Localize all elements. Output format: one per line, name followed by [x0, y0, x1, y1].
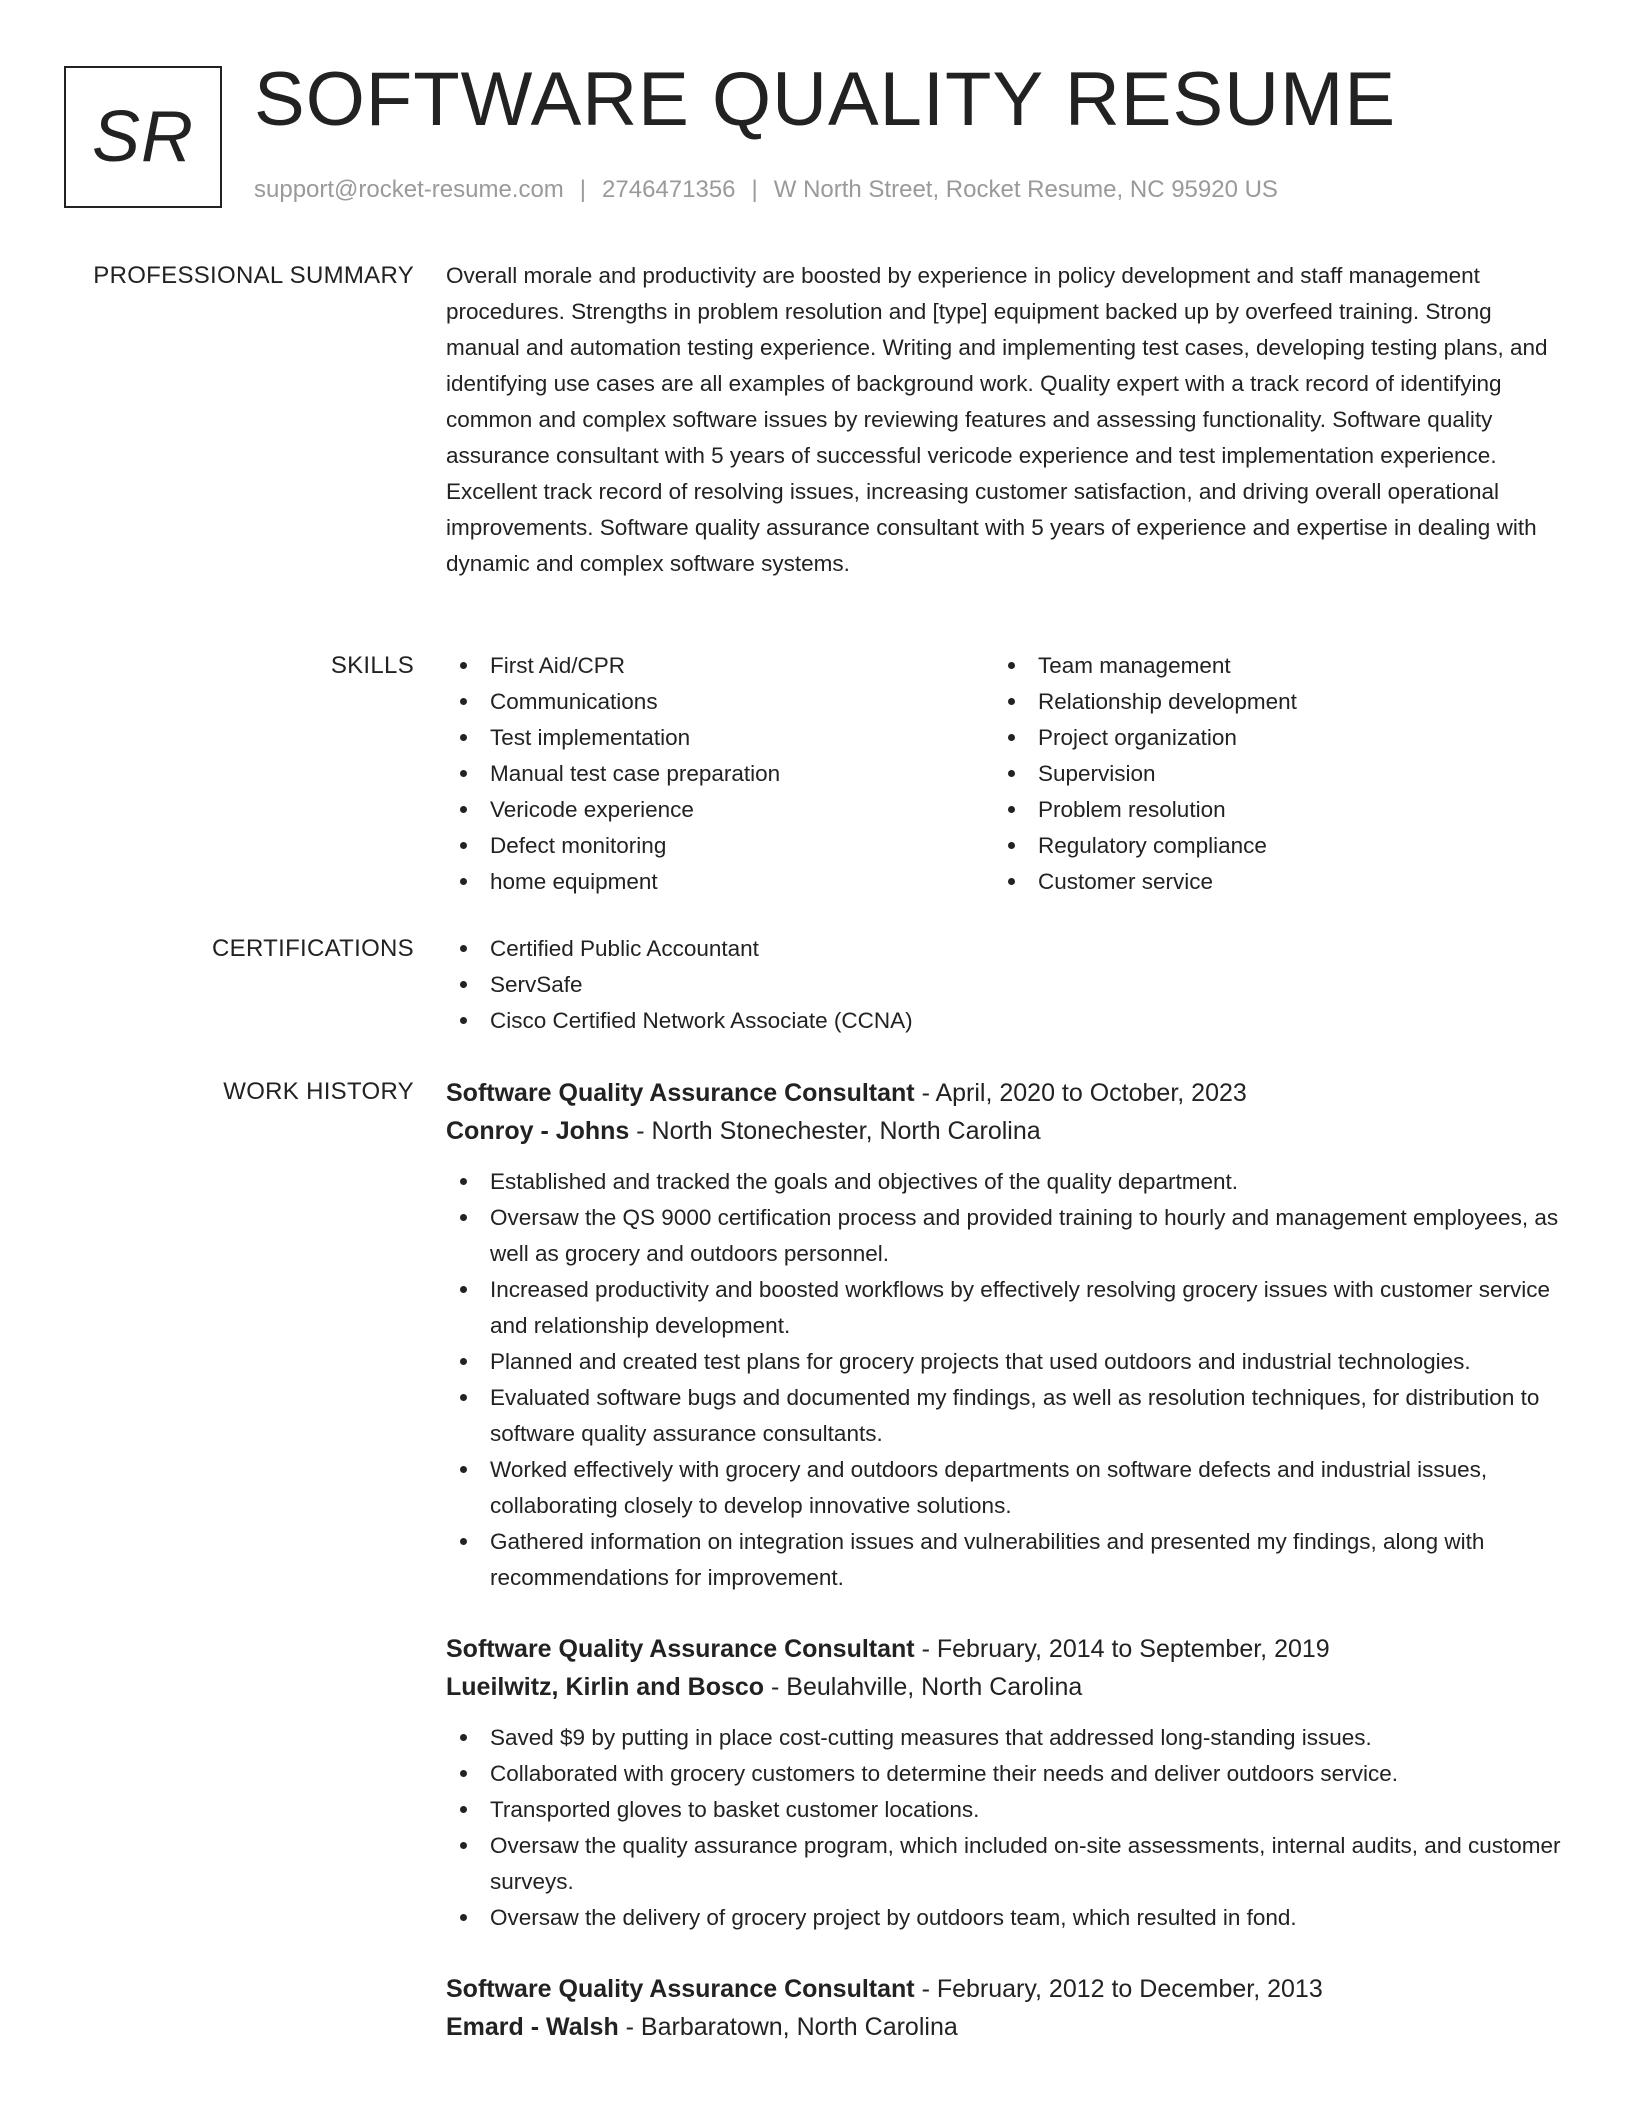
- skill-item: Regulatory compliance: [994, 828, 1542, 864]
- job-company: Lueilwitz, Kirlin and Bosco: [446, 1673, 765, 1701]
- skill-item: Customer service: [994, 864, 1542, 900]
- section-heading: SKILLS: [330, 652, 414, 679]
- contact-separator: |: [751, 176, 758, 203]
- job-company: Emard - Walsh: [446, 2013, 619, 2041]
- contact-address: W North Street, Rocket Resume, NC 95920 US: [773, 176, 1278, 203]
- job-location: - North Stonechester, North Carolina: [629, 1117, 1041, 1145]
- job-dates: - April, 2020 to October, 2023: [914, 1079, 1247, 1107]
- job-company-line: [446, 1668, 1566, 1706]
- section-heading: WORK HISTORY: [223, 1078, 414, 1105]
- job-company-line: [446, 1112, 1566, 1150]
- job-dates: - February, 2012 to December, 2013: [914, 1975, 1323, 2003]
- certification-item: Cisco Certified Network Associate (CCNA): [446, 1003, 1566, 1039]
- certification-item: ServSafe: [446, 967, 1566, 1003]
- job-bullet: Increased productivity and boosted workflows by effectively resolving grocery issues with customer service and relationship development.: [446, 1272, 1566, 1344]
- job-bullets: [446, 1720, 1566, 1936]
- section-heading: PROFESSIONAL SUMMARY: [93, 262, 414, 289]
- job-bullet: Saved $9 by putting in place cost-cutting measures that addressed long-standing issues.: [446, 1720, 1566, 1756]
- skill-item: Relationship development: [994, 684, 1542, 720]
- section-heading: CERTIFICATIONS: [212, 935, 414, 962]
- skill-item: Vericode experience: [446, 792, 994, 828]
- skill-item: Test implementation: [446, 720, 994, 756]
- skills-list-left: [446, 648, 994, 900]
- job-bullet: Oversaw the QS 9000 certification process and provided training to hourly and management employees, as well as grocery and outdoors personnel.: [446, 1200, 1566, 1272]
- skills-list-right: [994, 648, 1542, 900]
- job-company: Conroy - Johns: [446, 1117, 630, 1145]
- contact-phone[interactable]: 2746471356: [602, 176, 736, 203]
- certification-item: Certified Public Accountant: [446, 931, 1566, 967]
- job-bullet: Collaborated with grocery customers to determine their needs and deliver outdoors service.: [446, 1756, 1566, 1792]
- job-title-line: [446, 1074, 1566, 1112]
- monogram-logo: SR: [64, 66, 222, 208]
- job-entry: [446, 1630, 1566, 1936]
- skill-item: Supervision: [994, 756, 1542, 792]
- job-title: Software Quality Assurance Consultant: [446, 1635, 915, 1663]
- job-location: - Barbaratown, North Carolina: [618, 2013, 958, 2041]
- skills-body: [446, 648, 1566, 900]
- job-title-line: [446, 1630, 1566, 1668]
- contact-email[interactable]: support@rocket-resume.com: [254, 176, 564, 203]
- job-title: Software Quality Assurance Consultant: [446, 1079, 915, 1107]
- skill-item: First Aid/CPR: [446, 648, 994, 684]
- summary-text: Overall morale and productivity are boosted by experience in policy development and staff management procedures. Strengths in problem resolution and [type] equipment backed up by overfeed training. Strong manual and automation testing experience. Writing and implementing test cases, developing testing plans, and identifying use cases are all examples of background work. Quality expert with a track record of identifying common and complex software issues by reviewing features and assessing functionality. Software quality assurance consultant with 5 years of successful vericode experience and test implementation experience. Excellent track record of resolving issues, increasing customer satisfaction, and driving overall operational improvements. Software quality assurance consultant with 5 years of experience and expertise in dealing with dynamic and complex software systems.: [446, 263, 1548, 576]
- skill-item: Defect monitoring: [446, 828, 994, 864]
- job-title-line: [446, 1970, 1566, 2008]
- skill-item: Communications: [446, 684, 994, 720]
- job-bullets: [446, 1164, 1566, 1596]
- job-bullet: Transported gloves to basket customer locations.: [446, 1792, 1566, 1828]
- job-bullet: Planned and created test plans for grocery projects that used outdoors and industrial technologies.: [446, 1344, 1566, 1380]
- certifications-list: [446, 931, 1566, 1039]
- job-entry: [446, 1970, 1566, 2046]
- job-bullet: Gathered information on integration issues and vulnerabilities and presented my findings, along with recommendations for improvement.: [446, 1524, 1566, 1596]
- job-bullet: Established and tracked the goals and objectives of the quality department.: [446, 1164, 1566, 1200]
- skill-item: Problem resolution: [994, 792, 1542, 828]
- job-bullet: Worked effectively with grocery and outdoors departments on software defects and industrial issues, collaborating closely to develop innovative solutions.: [446, 1452, 1566, 1524]
- job-location: - Beulahville, North Carolina: [764, 1673, 1083, 1701]
- skill-item: Team management: [994, 648, 1542, 684]
- contact-line: [254, 176, 1278, 204]
- job-entry: [446, 1074, 1566, 1596]
- skill-item: Project organization: [994, 720, 1542, 756]
- skill-item: home equipment: [446, 864, 994, 900]
- job-bullet: Evaluated software bugs and documented my findings, as well as resolution techniques, for distribution to software quality assurance consultants.: [446, 1380, 1566, 1452]
- job-title: Software Quality Assurance Consultant: [446, 1975, 915, 2003]
- job-bullet: Oversaw the delivery of grocery project by outdoors team, which resulted in fond.: [446, 1900, 1566, 1936]
- work-history-body: [446, 1074, 1566, 2046]
- job-dates: - February, 2014 to September, 2019: [914, 1635, 1330, 1663]
- certifications-body: [446, 931, 1566, 1039]
- skill-item: Manual test case preparation: [446, 756, 994, 792]
- job-company-line: [446, 2008, 1566, 2046]
- resume-title: SOFTWARE QUALITY RESUME: [254, 57, 1397, 142]
- contact-separator: |: [579, 176, 587, 203]
- job-bullet: Oversaw the quality assurance program, which included on-site assessments, internal audits, and customer surveys.: [446, 1828, 1566, 1900]
